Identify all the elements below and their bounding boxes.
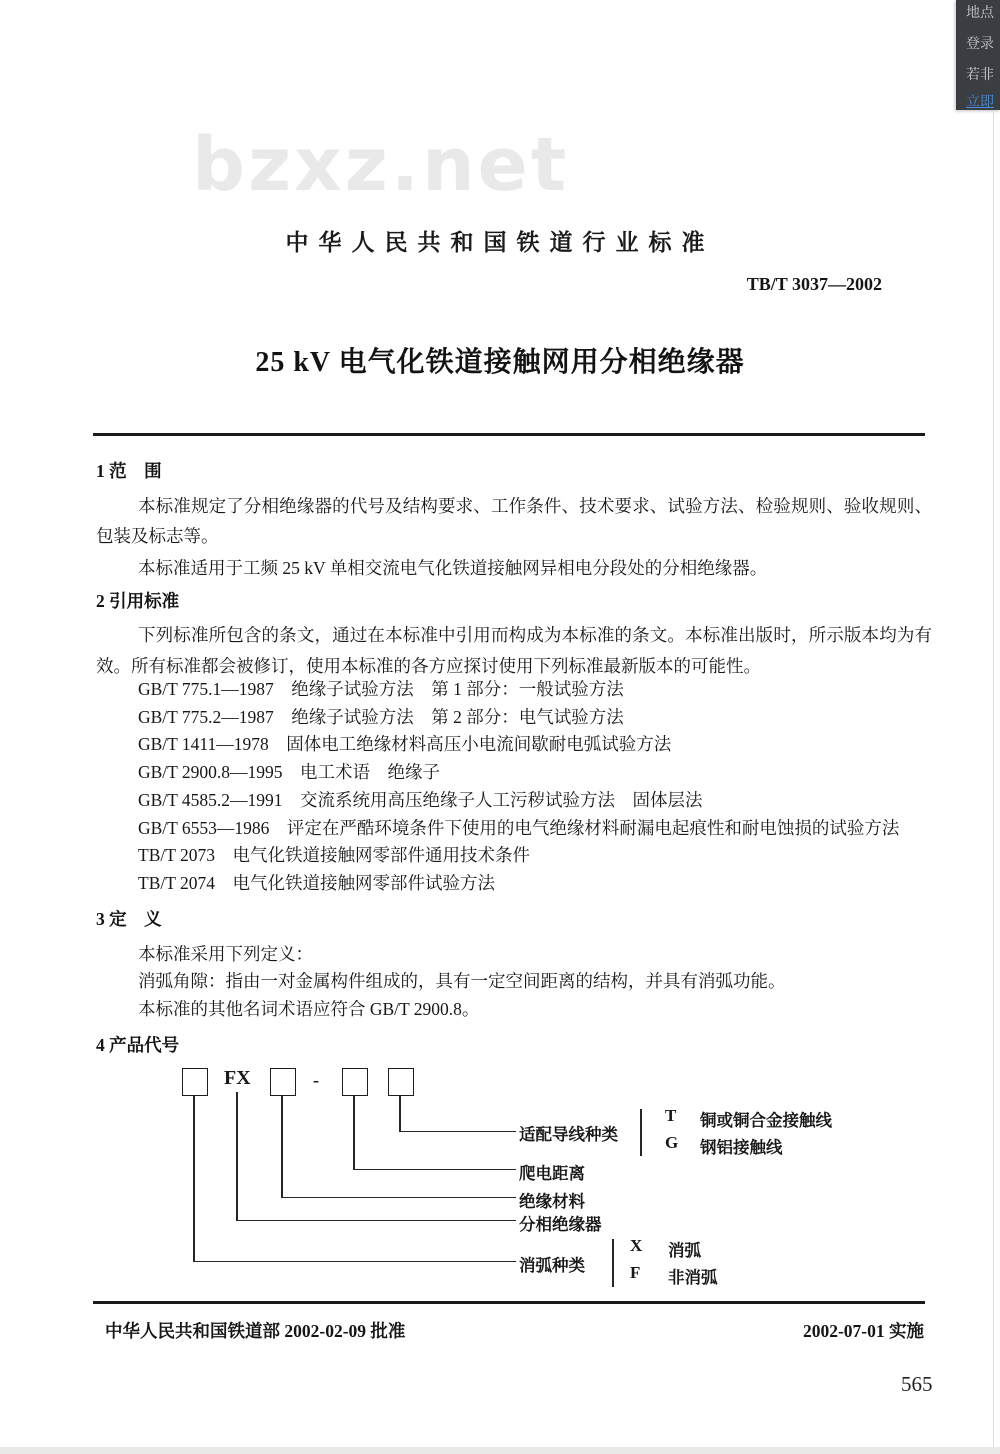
section-4-heading: 4 产品代号 xyxy=(96,1035,180,1055)
approval-info: 中华人民共和国铁道部 2002-02-09 批准 xyxy=(105,1321,406,1341)
connector-line xyxy=(399,1131,516,1133)
label-arc-type: 消弧种类 xyxy=(519,1256,585,1275)
standard-org-line: 中华人民共和国铁道行业标准 xyxy=(285,230,715,255)
page-edge-line xyxy=(993,110,994,1447)
reference-item: GB/T 2900.8—1995 电工术语 绝缘子 xyxy=(138,762,441,783)
code-box-wire-type xyxy=(388,1068,414,1096)
code-separator: - xyxy=(313,1070,319,1090)
connector-line xyxy=(353,1169,516,1171)
definition-arc-gap: 消弧角隙：指由一对金属构件组成的，具有一定空间距离的结构，并具有消弧功能。 xyxy=(138,971,786,991)
arc-option-desc-F: 非消弧 xyxy=(668,1268,718,1287)
page-number: 565 xyxy=(901,1372,933,1396)
overlay-panel xyxy=(956,0,1000,110)
footer-rule xyxy=(93,1301,925,1304)
section-1-paragraph-1: 本标准规定了分相绝缘器的代号及结构要求、工作条件、技术要求、试验方法、检验规则、验收规则、包装及标志等。 xyxy=(96,496,932,546)
reference-list xyxy=(138,676,899,898)
code-fixed-fx: FX xyxy=(224,1067,251,1089)
label-wire-type: 适配导线种类 xyxy=(519,1125,618,1144)
reference-item: TB/T 2074 电气化铁道接触网零部件试验方法 xyxy=(138,872,495,893)
section-3-heading: 3 定 义 xyxy=(96,909,162,929)
reference-item: GB/T 775.1—1987 绝缘子试验方法 第 1 部分：一般试验方法 xyxy=(138,679,624,699)
section-2-intro: 下列标准所包含的条文，通过在本标准中引用而构成为本标准的条文。本标准出版时，所示版本均为有效。所有标准都会被修订，使用本标准的各方应探讨使用下列标准最新版本的可能性。 xyxy=(96,625,932,676)
standard-number: TB/T 3037—2002 xyxy=(746,274,882,294)
reference-item: TB/T 2073 电气化铁道接触网零部件通用技术条件 xyxy=(138,845,530,866)
section-1-heading: 1 范 围 xyxy=(96,461,162,481)
reference-item: GB/T 775.2—1987 绝缘子试验方法 第 2 部分：电气试验方法 xyxy=(138,706,624,727)
option-group-bar xyxy=(640,1109,642,1156)
panel-item-login[interactable]: 登录 xyxy=(966,36,994,52)
arc-option-code-F: F xyxy=(630,1263,641,1282)
header-rule xyxy=(93,433,925,436)
wire-option-code-T: T xyxy=(665,1106,677,1125)
section-2-heading: 2 引用标准 xyxy=(96,591,180,611)
code-box-arc-type xyxy=(182,1068,208,1096)
connector-line xyxy=(236,1092,238,1221)
label-creepage: 爬电距离 xyxy=(519,1164,585,1183)
wire-option-code-G: G xyxy=(665,1133,679,1152)
panel-link-now[interactable]: 立即 xyxy=(966,94,994,110)
connector-line xyxy=(353,1096,355,1170)
connector-line xyxy=(193,1261,516,1263)
panel-item-location: 地点 xyxy=(966,5,994,21)
code-box-insulation xyxy=(270,1068,296,1096)
label-insulation: 绝缘材料 xyxy=(519,1192,585,1211)
connector-line xyxy=(281,1096,283,1198)
definitions-intro: 本标准采用下列定义： xyxy=(138,944,313,964)
connector-line xyxy=(193,1096,195,1262)
option-group-bar xyxy=(612,1239,614,1287)
watermark: bzxz.net xyxy=(192,122,570,208)
reference-item: GB/T 1411—1978 固体电工绝缘材料高压小电流间歇耐电弧试验方法 xyxy=(138,734,672,755)
label-device: 分相绝缘器 xyxy=(519,1215,602,1234)
connector-line xyxy=(399,1096,401,1132)
reference-item: GB/T 6553—1986 评定在严酷环境条件下使用的电气绝缘材料耐漏电起痕性和耐电蚀损的试验方法 xyxy=(138,817,900,838)
section-1-paragraph-2: 本标准适用于工频 25 kV 单相交流电气化铁道接触网异相电分段处的分相绝缘器。 xyxy=(138,558,768,578)
connector-line xyxy=(236,1220,516,1222)
reference-item: GB/T 4585.2—1991 交流系统用高压绝缘子人工污秽试验方法 固体层法 xyxy=(138,789,703,810)
arc-option-code-X: X xyxy=(630,1236,643,1255)
connector-line xyxy=(281,1197,516,1199)
wire-option-desc-T: 铜或铜合金接触线 xyxy=(700,1111,832,1130)
implementation-info: 2002-07-01 实施 xyxy=(802,1321,924,1341)
arc-option-desc-X: 消弧 xyxy=(668,1241,701,1260)
wire-option-desc-G: 钢铝接触线 xyxy=(700,1138,783,1157)
product-code-diagram xyxy=(0,1062,1000,1302)
bottom-strip xyxy=(0,1447,1000,1454)
panel-item-note: 若非 xyxy=(966,67,994,83)
document-title: 25 kV 电气化铁道接触网用分相绝缘器 xyxy=(255,347,745,378)
definitions-reference: 本标准的其他名词术语应符合 GB/T 2900.8。 xyxy=(138,999,480,1019)
code-box-creepage xyxy=(342,1068,368,1096)
